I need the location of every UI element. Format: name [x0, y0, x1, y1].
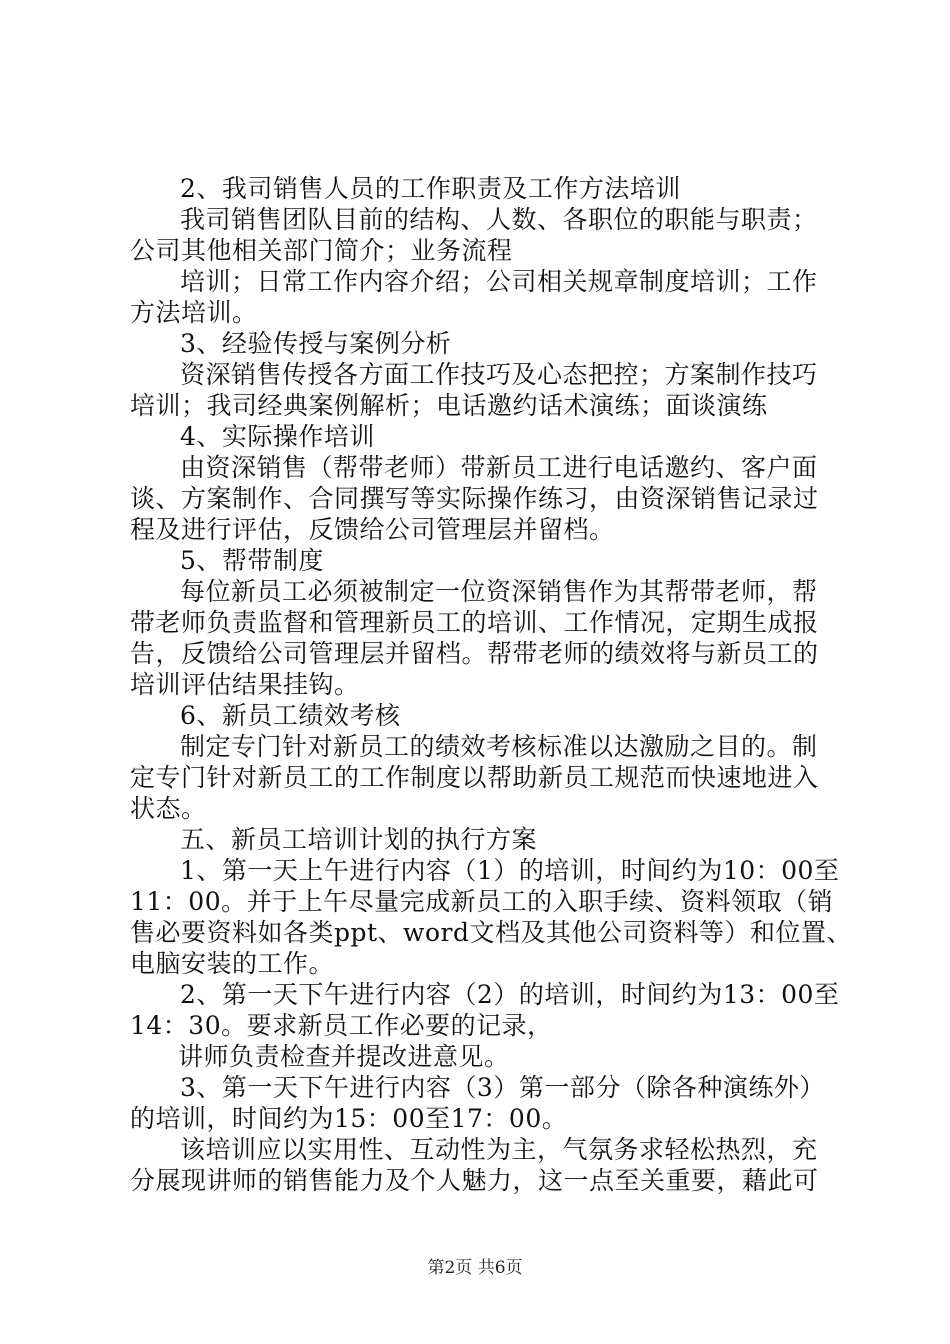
paragraph-line: 的培训，时间约为15：00至17：00。	[130, 1104, 568, 1133]
paragraph-line: 培训；我司经典案例解析；电话邀约话术演练；面谈演练	[130, 391, 768, 420]
paragraph-line: 1、第一天上午进行内容（1）的培训，时间约为10：00至	[180, 856, 840, 885]
paragraph-line: 14：30。要求新员工作必要的记录，	[130, 1011, 553, 1040]
paragraph-line: 带老师负责监督和管理新员工的培训、工作情况，定期生成报	[130, 608, 819, 637]
paragraph-line: 培训；日常工作内容介绍；公司相关规章制度培训；工作	[180, 267, 818, 296]
paragraph-line: 分展现讲师的销售能力及个人魅力，这一点至关重要，藉此可	[130, 1166, 819, 1195]
paragraph-line: 程及进行评估，反馈给公司管理层并留档。	[130, 515, 615, 544]
page-number-footer: 第2页 共6页	[427, 1258, 523, 1278]
paragraph-line: 电脑安装的工作。	[130, 949, 335, 978]
section-heading: 6、新员工绩效考核	[180, 701, 401, 730]
paragraph-line: 告，反馈给公司管理层并留档。帮带老师的绩效将与新员工的	[130, 639, 819, 668]
paragraph-line: 制定专门针对新员工的绩效考核标准以达激励之目的。制	[180, 732, 818, 761]
paragraph-line: 方法培训。	[130, 298, 258, 327]
document-body	[130, 173, 852, 1196]
paragraph-line: 该培训应以实用性、互动性为主，气氛务求轻松热烈，充	[180, 1135, 818, 1164]
paragraph-line: 公司其他相关部门简介；业务流程	[130, 236, 513, 265]
paragraph-line: 讲师负责检查并提改进意见。	[178, 1042, 510, 1071]
paragraph-line: 售必要资料如各类ppt、word文档及其他公司资料等）和位置、	[130, 918, 852, 947]
paragraph-line: 定专门针对新员工的工作制度以帮助新员工规范而快速地进入	[130, 763, 819, 792]
paragraph-line: 由资深销售（帮带老师）带新员工进行电话邀约、客户面	[180, 453, 818, 482]
paragraph-line: 谈、方案制作、合同撰写等实际操作练习，由资深销售记录过	[130, 484, 819, 513]
section-heading: 4、实际操作培训	[180, 422, 375, 451]
paragraph-line: 状态。	[130, 794, 207, 823]
paragraph-line: 3、第一天下午进行内容（3）第一部分（除各种演练外）	[180, 1073, 825, 1102]
section-heading: 2、我司销售人员的工作职责及工作方法培训	[180, 174, 681, 203]
section-heading: 5、帮带制度	[180, 546, 324, 575]
paragraph-line: 资深销售传授各方面工作技巧及心态把控；方案制作技巧	[180, 360, 818, 389]
paragraph-line: 培训评估结果挂钩。	[130, 670, 360, 699]
paragraph-line: 2、第一天下午进行内容（2）的培训，时间约为13：00至	[180, 980, 840, 1009]
paragraph-line: 11：00。并于上午尽量完成新员工的入职手续、资料领取（销	[130, 887, 834, 916]
section-heading: 五、新员工培训计划的执行方案	[180, 825, 538, 854]
paragraph-line: 每位新员工必须被制定一位资深销售作为其帮带老师，帮	[180, 577, 818, 606]
paragraph-line: 我司销售团队目前的结构、人数、各职位的职能与职责；	[180, 205, 818, 234]
section-heading: 3、经验传授与案例分析	[180, 329, 452, 358]
